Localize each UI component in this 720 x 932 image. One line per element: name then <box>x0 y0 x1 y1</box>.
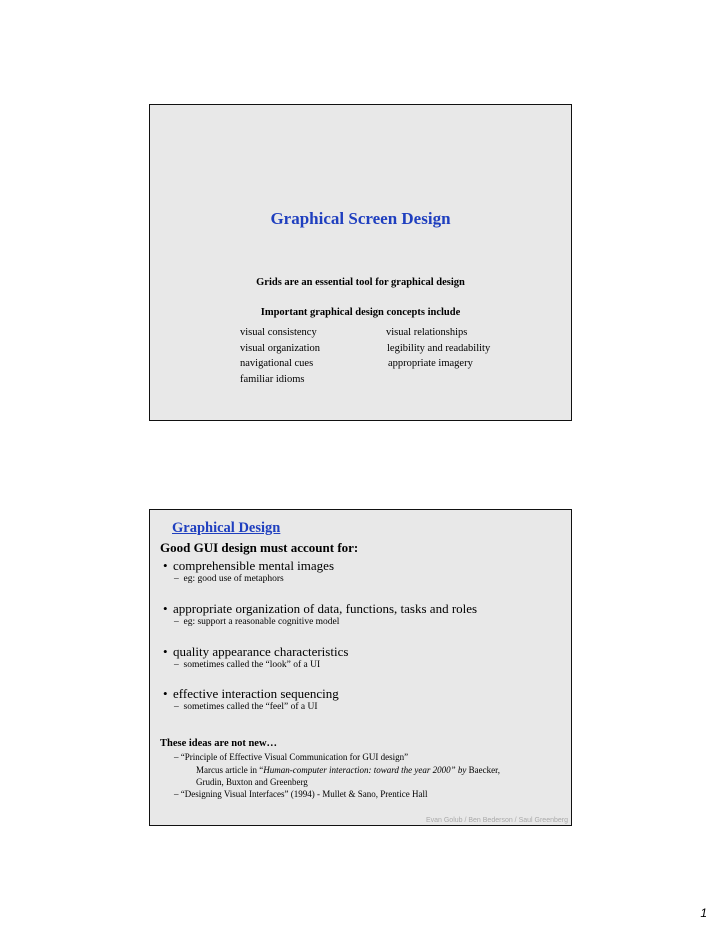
concept-item: visual organization <box>240 343 320 354</box>
concept-item: visual consistency <box>240 327 317 338</box>
slide-1-title: Graphical Screen Design <box>270 209 451 228</box>
sub-bullet-text: sometimes called the “feel” of a UI <box>183 702 318 712</box>
bullet-item <box>163 686 339 702</box>
bullet-item <box>163 601 477 617</box>
sub-bullet-item <box>174 660 320 670</box>
sub-bullet-text: eg: support a reasonable cognitive model <box>183 617 340 627</box>
slide-2 <box>149 509 572 826</box>
page-number: 1 <box>700 906 707 920</box>
dash-icon: – <box>174 617 179 627</box>
bullet-item <box>163 644 348 660</box>
bullet-icon: • <box>163 686 168 701</box>
sub-bullet-item <box>174 574 284 584</box>
reference-line <box>196 765 500 775</box>
sub-bullet-item <box>174 617 339 627</box>
sub-bullet-item <box>174 702 318 712</box>
bullet-icon: • <box>163 558 168 573</box>
reference-line: – “Principle of Effective Visual Communication for GUI design” <box>174 752 409 762</box>
slide-2-title: Graphical Design <box>172 520 281 536</box>
bullet-item <box>163 558 334 574</box>
dash-icon: – <box>174 702 179 712</box>
sub-bullet-text: eg: good use of metaphors <box>183 574 284 584</box>
slide-footer: Evan Golub / Ben Bederson / Saul Greenberg <box>425 817 568 824</box>
bullet-text: comprehensible mental images <box>173 558 335 573</box>
slide-1-subtitle-grids: Grids are an essential tool for graphical design <box>256 277 465 288</box>
bullet-icon: • <box>163 644 168 659</box>
bullet-text: quality appearance characteristics <box>173 644 349 659</box>
slide-1 <box>149 104 572 421</box>
bullet-icon: • <box>163 601 168 616</box>
bullet-text: appropriate organization of data, functions, tasks and roles <box>173 601 478 616</box>
sub-bullet-text: sometimes called the “look” of a UI <box>183 660 321 670</box>
reference-book-title: Human-computer interaction: toward the year 2000” by <box>263 765 467 775</box>
dash-icon: – <box>174 574 179 584</box>
reference-line: – “Designing Visual Interfaces” (1994) - Mullet & Sano, Prentice Hall <box>174 789 428 799</box>
reference-text: Baecker, <box>466 765 500 775</box>
dash-icon: – <box>174 660 179 670</box>
concept-item: visual relationships <box>386 327 468 338</box>
reference-text: Marcus article in “ <box>196 765 264 775</box>
concept-item: navigational cues <box>240 358 314 369</box>
not-new-heading: These ideas are not new… <box>160 738 278 749</box>
bullet-text: effective interaction sequencing <box>173 686 339 701</box>
slide-1-subtitle-concepts: Important graphical design concepts include <box>260 307 461 318</box>
concept-item: legibility and readability <box>387 343 491 354</box>
concept-item: familiar idioms <box>240 374 305 385</box>
reference-line: Grudin, Buxton and Greenberg <box>196 777 308 787</box>
slide-2-heading: Good GUI design must account for: <box>160 540 359 555</box>
concept-item: appropriate imagery <box>388 358 473 369</box>
